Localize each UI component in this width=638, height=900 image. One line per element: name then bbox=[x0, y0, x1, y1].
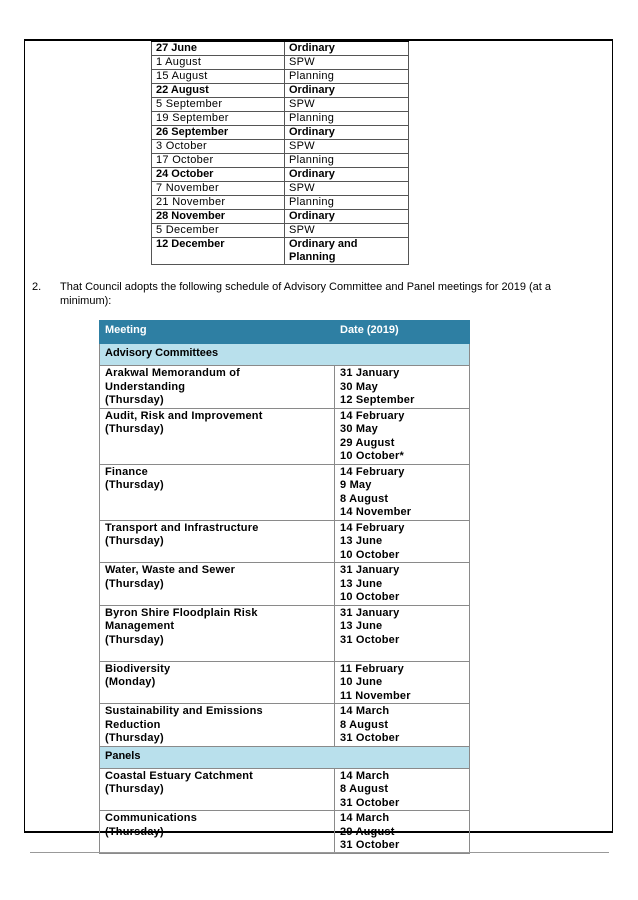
meeting-dates-cell bbox=[335, 408, 470, 464]
meeting-type: SPW bbox=[285, 56, 409, 70]
meeting-name-line: Transport and Infrastructure bbox=[105, 521, 259, 534]
section-title: Panels bbox=[100, 746, 470, 768]
meeting-date-line: 10 June bbox=[340, 676, 383, 688]
meeting-date: 22 August bbox=[152, 84, 285, 98]
meeting-date: 3 October bbox=[152, 140, 285, 154]
meeting-dates-cell bbox=[335, 661, 470, 704]
meeting-type: Ordinary bbox=[285, 210, 409, 224]
meeting-name-line: (Thursday) bbox=[105, 825, 164, 838]
meeting-name-line: Sustainability and Emissions bbox=[105, 705, 263, 717]
meeting-date: 5 December bbox=[152, 224, 285, 238]
meeting-date-line: 31 January bbox=[340, 367, 400, 379]
meeting-name-line: (Thursday) bbox=[105, 479, 164, 491]
meeting-type: SPW bbox=[285, 182, 409, 196]
table-row bbox=[152, 154, 409, 168]
meeting-dates-cell bbox=[335, 464, 470, 520]
meeting-name-line: Understanding bbox=[105, 380, 186, 393]
meeting-name-line: Finance bbox=[105, 465, 148, 478]
meeting-name-line: Water, Waste and Sewer bbox=[105, 564, 236, 576]
meeting-date: 5 September bbox=[152, 98, 285, 112]
table-row bbox=[152, 238, 409, 265]
table-row bbox=[100, 408, 470, 464]
table-row bbox=[152, 70, 409, 84]
table-row bbox=[100, 520, 470, 563]
meeting-name-cell bbox=[100, 563, 335, 606]
meeting-date: 28 November bbox=[152, 210, 285, 224]
meeting-date: 27 June bbox=[152, 41, 285, 56]
meeting-name-cell bbox=[100, 366, 335, 409]
meeting-name-line: (Thursday) bbox=[105, 535, 164, 547]
meeting-date-line: 8 August bbox=[340, 783, 389, 795]
meeting-type: Planning bbox=[285, 196, 409, 210]
meeting-date: 26 September bbox=[152, 126, 285, 140]
meeting-date-line: 14 March bbox=[340, 769, 390, 782]
section-title: Advisory Committees bbox=[100, 344, 470, 366]
meeting-name-line: (Thursday) bbox=[105, 394, 164, 406]
meeting-name-cell bbox=[100, 408, 335, 464]
table-header-row bbox=[100, 321, 470, 344]
meeting-name-cell bbox=[100, 768, 335, 811]
meeting-date-line: 31 October bbox=[340, 839, 400, 851]
meeting-dates-cell bbox=[335, 768, 470, 811]
meeting-date-line: 10 October* bbox=[340, 450, 404, 462]
meeting-date-line: 14 February bbox=[340, 409, 405, 422]
meeting-date-line: 31 January bbox=[340, 606, 400, 619]
meeting-type: Ordinary bbox=[285, 41, 409, 56]
meeting-date-line: 14 November bbox=[340, 506, 412, 518]
meeting-name-cell bbox=[100, 464, 335, 520]
meeting-type: SPW bbox=[285, 98, 409, 112]
table-row bbox=[152, 182, 409, 196]
meeting-date-line: 8 August bbox=[340, 718, 389, 731]
meeting-name-line: Management bbox=[105, 620, 175, 632]
meeting-date-line: 11 February bbox=[340, 662, 404, 675]
meeting-date-line: 13 June bbox=[340, 535, 383, 547]
table-row bbox=[100, 366, 470, 409]
table-row bbox=[152, 210, 409, 224]
meeting-name-line: (Thursday) bbox=[105, 783, 164, 795]
meeting-date-line: 9 May bbox=[340, 479, 372, 491]
meeting-date-line: 13 June bbox=[340, 620, 383, 632]
meeting-name-cell bbox=[100, 704, 335, 747]
meeting-type: Planning bbox=[285, 112, 409, 126]
table-row bbox=[152, 112, 409, 126]
meeting-name-cell bbox=[100, 520, 335, 563]
table-row bbox=[152, 98, 409, 112]
meeting-date-line: 30 May bbox=[340, 380, 378, 393]
meeting-name-line: Coastal Estuary Catchment bbox=[105, 769, 254, 782]
section-header-row bbox=[100, 344, 470, 366]
meeting-date-line: 29 August bbox=[340, 436, 395, 449]
meeting-name-line: Audit, Risk and Improvement bbox=[105, 409, 263, 422]
meeting-date-line: 14 March bbox=[340, 812, 390, 824]
table-row bbox=[100, 811, 470, 854]
meeting-name-line: (Monday) bbox=[105, 676, 156, 688]
meeting-date: 7 November bbox=[152, 182, 285, 196]
meeting-name-line: (Thursday) bbox=[105, 732, 164, 744]
table-row bbox=[152, 41, 409, 56]
meeting-date: 1 August bbox=[152, 56, 285, 70]
table-row bbox=[100, 768, 470, 811]
meeting-dates-cell bbox=[335, 605, 470, 661]
meeting-type: SPW bbox=[285, 140, 409, 154]
meeting-name-cell bbox=[100, 661, 335, 704]
table-row bbox=[100, 563, 470, 606]
header-meeting: Meeting bbox=[100, 321, 335, 344]
meeting-date: 15 August bbox=[152, 70, 285, 84]
meeting-date-line: 14 February bbox=[340, 521, 405, 534]
section-header-row bbox=[100, 746, 470, 768]
meeting-date-line: 31 October bbox=[340, 633, 400, 646]
meeting-date: 24 October bbox=[152, 168, 285, 182]
meeting-date: 19 September bbox=[152, 112, 285, 126]
meeting-date-line: 31 October bbox=[340, 796, 400, 809]
meeting-name-line: Communications bbox=[105, 812, 198, 824]
meeting-name-line: Biodiversity bbox=[105, 662, 171, 675]
meeting-schedule-table bbox=[151, 40, 409, 265]
meeting-name-cell bbox=[100, 605, 335, 661]
meeting-name-line: (Thursday) bbox=[105, 633, 164, 646]
meeting-type: Ordinary bbox=[285, 126, 409, 140]
meeting-date-line: 31 January bbox=[340, 564, 400, 576]
meeting-date: 17 October bbox=[152, 154, 285, 168]
meeting-date-line: 8 August bbox=[340, 492, 389, 505]
meeting-dates-cell bbox=[335, 704, 470, 747]
meeting-name-line: (Thursday) bbox=[105, 423, 164, 435]
table-row bbox=[100, 464, 470, 520]
meeting-date-line: 10 October bbox=[340, 591, 400, 603]
meeting-date-line: 31 October bbox=[340, 732, 400, 744]
table-row bbox=[152, 224, 409, 238]
table-row bbox=[100, 704, 470, 747]
meeting-date-line: 30 May bbox=[340, 423, 378, 435]
footer-divider bbox=[30, 852, 609, 853]
meeting-type: Ordinary bbox=[285, 168, 409, 182]
table-row bbox=[152, 126, 409, 140]
meeting-dates-cell bbox=[335, 520, 470, 563]
meeting-date-line: 14 February bbox=[340, 465, 405, 478]
meeting-dates-cell bbox=[335, 811, 470, 854]
table-row bbox=[152, 196, 409, 210]
meeting-type: Ordinary bbox=[285, 84, 409, 98]
meeting-name-line: Byron Shire Floodplain Risk bbox=[105, 606, 258, 619]
meeting-type: SPW bbox=[285, 224, 409, 238]
meeting-date-line: 13 June bbox=[340, 577, 383, 590]
meeting-date-line: 11 November bbox=[340, 689, 411, 702]
table-row bbox=[152, 168, 409, 182]
table-row bbox=[100, 661, 470, 704]
table-row bbox=[152, 84, 409, 98]
meeting-date-line: 14 March bbox=[340, 705, 390, 717]
meeting-type: Planning bbox=[285, 154, 409, 168]
meeting-date-line: 10 October bbox=[340, 548, 400, 561]
meeting-name-line: Arakwal Memorandum of bbox=[105, 367, 241, 379]
meeting-date: 12 December bbox=[152, 238, 285, 265]
table-row bbox=[152, 140, 409, 154]
meeting-type: Planning bbox=[285, 70, 409, 84]
meeting-date: 21 November bbox=[152, 196, 285, 210]
resolution-text: That Council adopts the following schedule of Advisory Committee and Panel meetings for 2019 (at a minimum): bbox=[60, 281, 551, 307]
meeting-dates-cell bbox=[335, 366, 470, 409]
resolution-number: 2. bbox=[32, 281, 42, 293]
meeting-name-line: (Thursday) bbox=[105, 577, 164, 590]
meeting-dates-cell bbox=[335, 563, 470, 606]
header-date: Date (2019) bbox=[335, 321, 470, 344]
table-row bbox=[100, 605, 470, 661]
advisory-committee-table bbox=[99, 320, 470, 854]
meeting-type: Ordinary and Planning bbox=[285, 238, 409, 265]
meeting-date-line: 29 August bbox=[340, 825, 395, 838]
meeting-name-line: Reduction bbox=[105, 718, 161, 731]
table-row bbox=[152, 56, 409, 70]
meeting-name-cell bbox=[100, 811, 335, 854]
meeting-date-line: 12 September bbox=[340, 394, 415, 406]
